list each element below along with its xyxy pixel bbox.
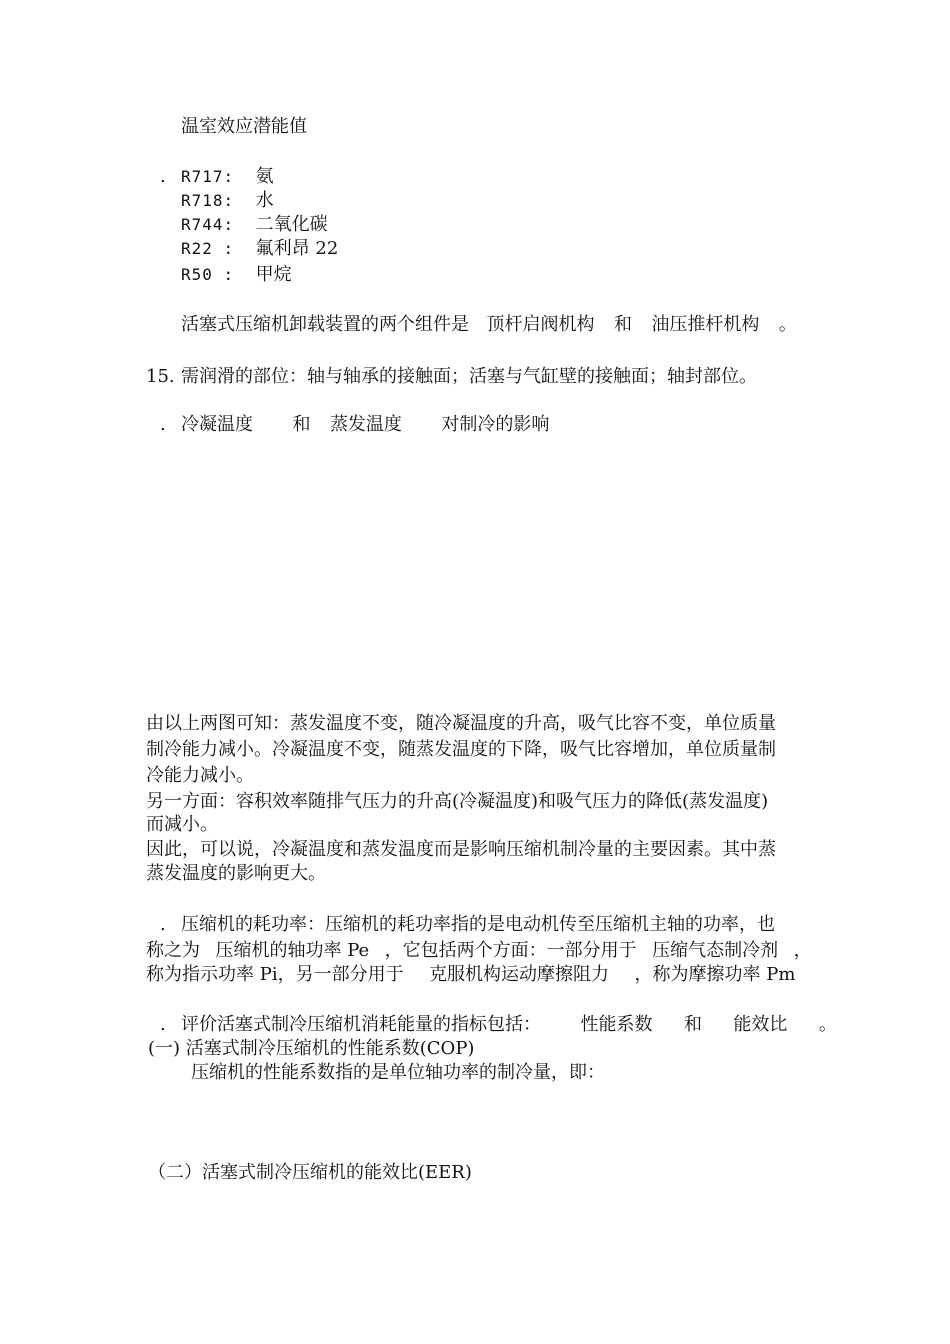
gwp-heading: 温室效应潜能值 bbox=[181, 116, 307, 137]
q15-number: 15. bbox=[146, 366, 175, 387]
list-item bbox=[181, 213, 328, 237]
unloader-end: 。 bbox=[778, 314, 797, 335]
analysis-line: 另一方面：容积效率随排气压力的升高(冷凝温度)和吸气压力的降低(蒸发温度) bbox=[146, 791, 769, 812]
unloader-blank-1: 顶杆启阀机构 bbox=[486, 314, 595, 335]
power-line-2a: 称之为 bbox=[146, 940, 200, 961]
refrigerant-code: R718: bbox=[181, 191, 235, 210]
refrigerant-name: 甲烷 bbox=[255, 264, 292, 285]
evaluation-bullet: . bbox=[160, 1014, 166, 1035]
temp-and: 和 bbox=[292, 414, 311, 435]
unloader-blank-2: 油压推杆机构 bbox=[651, 314, 760, 335]
evaluation-sentence bbox=[181, 1013, 837, 1037]
analysis-line: 蒸发温度的影响更大。 bbox=[146, 863, 326, 884]
cop-heading: (一) 活塞式制冷压缩机的性能系数(COP) bbox=[148, 1038, 475, 1059]
refrigerant-code: R50 : bbox=[181, 265, 235, 284]
evaluation-and: 和 bbox=[683, 1014, 702, 1035]
eer-heading: （二）活塞式制冷压缩机的能效比(EER) bbox=[148, 1162, 472, 1183]
list-bullet: . bbox=[160, 166, 166, 187]
power-line-3a: 称为指示功率 Pi，另一部分用于 bbox=[146, 964, 404, 985]
cop-description: 压缩机的性能系数指的是单位轴功率的制冷量，即： bbox=[191, 1062, 605, 1083]
evaluation-end: 。 bbox=[818, 1014, 837, 1035]
refrigerant-code: R22 : bbox=[181, 239, 235, 258]
temp-bullet: . bbox=[160, 414, 166, 435]
refrigerant-code: R717: bbox=[181, 167, 235, 186]
analysis-line: 因此，可以说，冷凝温度和蒸发温度而是影响压缩机制冷量的主要因素。其中蒸 bbox=[146, 839, 776, 860]
unloader-text: 活塞式压缩机卸载装置的两个组件是 bbox=[181, 314, 469, 335]
list-item bbox=[181, 165, 274, 189]
evaluation-blank-2: 能效比 bbox=[733, 1014, 788, 1035]
evaluation-text: 评价活塞式制冷压缩机消耗能量的指标包括： bbox=[181, 1014, 541, 1035]
q15-text: 需润滑的部位：轴与轴承的接触面；活塞与气缸壁的接触面；轴封部位。 bbox=[181, 366, 757, 387]
analysis-line: 由以上两图可知：蒸发温度不变，随冷凝温度的升高，吸气比容不变，单位质量 bbox=[146, 713, 776, 734]
refrigerant-name: 水 bbox=[255, 190, 274, 211]
refrigerant-name: 二氧化碳 bbox=[255, 214, 328, 235]
shaft-power-term: 压缩机的轴功率 Pe bbox=[215, 940, 370, 961]
unloader-and: 和 bbox=[613, 314, 632, 335]
unloader-sentence bbox=[181, 313, 797, 337]
list-item bbox=[181, 263, 292, 287]
refrigerant-code: R744: bbox=[181, 215, 235, 234]
power-line-2 bbox=[146, 939, 812, 963]
refrigerant-name: 氨 bbox=[255, 166, 274, 187]
compress-refrigerant-term: 压缩气态制冷剂 bbox=[652, 940, 779, 961]
power-line-3 bbox=[146, 963, 795, 987]
temp-tail: 对制冷的影响 bbox=[441, 414, 550, 435]
temp-blank-2: 蒸发温度 bbox=[329, 414, 402, 435]
temp-blank-1: 冷凝温度 bbox=[181, 414, 253, 435]
analysis-line: 冷能力减小。 bbox=[146, 765, 254, 786]
power-bullet: . bbox=[160, 914, 166, 935]
power-line-2e: ， bbox=[793, 940, 812, 961]
list-item bbox=[181, 189, 274, 213]
refrigerant-name: 氟利昂 22 bbox=[255, 238, 339, 259]
friction-term: 克服机构运动摩擦阻力 bbox=[429, 964, 610, 985]
analysis-line: 制冷能力减小。冷凝温度不变，随蒸发温度的下降，吸气比容增加，单位质量制 bbox=[146, 739, 776, 760]
analysis-line: 而减小。 bbox=[146, 814, 218, 835]
evaluation-blank-1: 性能系数 bbox=[580, 1014, 653, 1035]
power-line-1: 压缩机的耗功率：压缩机的耗功率指的是电动机传至压缩机主轴的功率，也 bbox=[181, 914, 775, 935]
temp-effect-heading bbox=[181, 413, 549, 437]
power-line-3c: ，称为摩擦功率 Pm bbox=[634, 964, 796, 985]
list-item bbox=[181, 237, 338, 261]
power-line-2c: ，它包括两个方面：一部分用于 bbox=[384, 940, 637, 961]
